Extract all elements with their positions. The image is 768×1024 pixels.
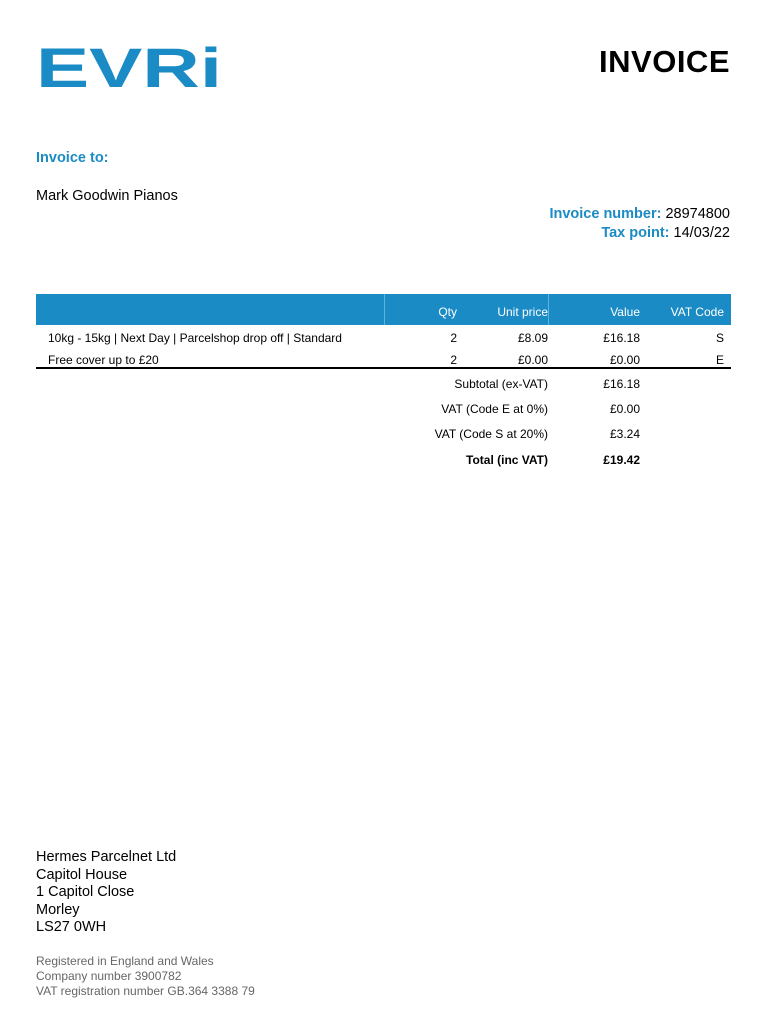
address-line: LS27 0WH xyxy=(36,919,107,936)
address-line: Capitol House xyxy=(36,866,128,883)
company-address xyxy=(36,849,176,937)
totals-value: £3.24 xyxy=(609,427,640,441)
address-line: Morley xyxy=(36,901,80,918)
address-line: 1 Capitol Close xyxy=(36,884,135,901)
total-label: Total (inc VAT) xyxy=(466,453,548,467)
tax-point-label: Tax point: xyxy=(601,225,670,241)
invoice-to-label: Invoice to: xyxy=(36,150,109,166)
totals-row-vat-s xyxy=(36,424,731,444)
column-divider xyxy=(384,294,385,325)
row-vat-code: S xyxy=(715,331,724,345)
legal-line: Company number 3900782 xyxy=(36,969,182,983)
table-header xyxy=(36,294,731,325)
totals-label: Subtotal (ex-VAT) xyxy=(454,377,548,391)
totals-label: VAT (Code E at 0%) xyxy=(441,402,548,416)
evri-logo xyxy=(36,40,226,92)
document-title: INVOICE xyxy=(599,44,730,79)
row-unit-price: £8.09 xyxy=(517,331,548,345)
totals-value: £0.00 xyxy=(609,402,640,416)
header-value: Value xyxy=(610,305,640,319)
row-value: £0.00 xyxy=(609,353,640,367)
totals-row-vat-e xyxy=(36,399,731,419)
customer-name: Mark Goodwin Pianos xyxy=(36,188,178,204)
header-vat-code: VAT Code xyxy=(670,305,724,319)
row-value: £16.18 xyxy=(603,331,640,345)
header-qty: Qty xyxy=(438,305,457,319)
logo-text: EVRi xyxy=(36,40,222,92)
totals-row-total xyxy=(36,450,731,470)
legal-line: VAT registration number GB.364 3388 79 xyxy=(36,984,255,998)
row-description: Free cover up to £20 xyxy=(48,353,159,367)
row-qty: 2 xyxy=(450,353,457,367)
column-divider xyxy=(548,294,549,325)
row-unit-price: £0.00 xyxy=(517,353,548,367)
table-row xyxy=(36,326,731,348)
total-value: £19.42 xyxy=(603,453,640,467)
address-line: Hermes Parcelnet Ltd xyxy=(36,849,177,865)
row-vat-code: E xyxy=(715,353,724,367)
row-qty: 2 xyxy=(450,331,457,345)
totals-value: £16.18 xyxy=(603,377,640,391)
invoice-meta xyxy=(549,205,730,243)
header-unit-price: Unit price xyxy=(497,305,548,319)
legal-line: Registered in England and Wales xyxy=(36,954,214,968)
table-bottom-rule xyxy=(36,367,731,369)
legal-info xyxy=(36,954,255,999)
invoice-number: 28974800 xyxy=(665,206,730,222)
totals-row-subtotal xyxy=(36,374,731,394)
row-description: 10kg - 15kg | Next Day | Parcelshop drop off | Standard xyxy=(48,331,342,345)
tax-point: 14/03/22 xyxy=(673,225,730,241)
invoice-number-label: Invoice number: xyxy=(549,206,662,222)
totals-label: VAT (Code S at 20%) xyxy=(434,427,548,441)
